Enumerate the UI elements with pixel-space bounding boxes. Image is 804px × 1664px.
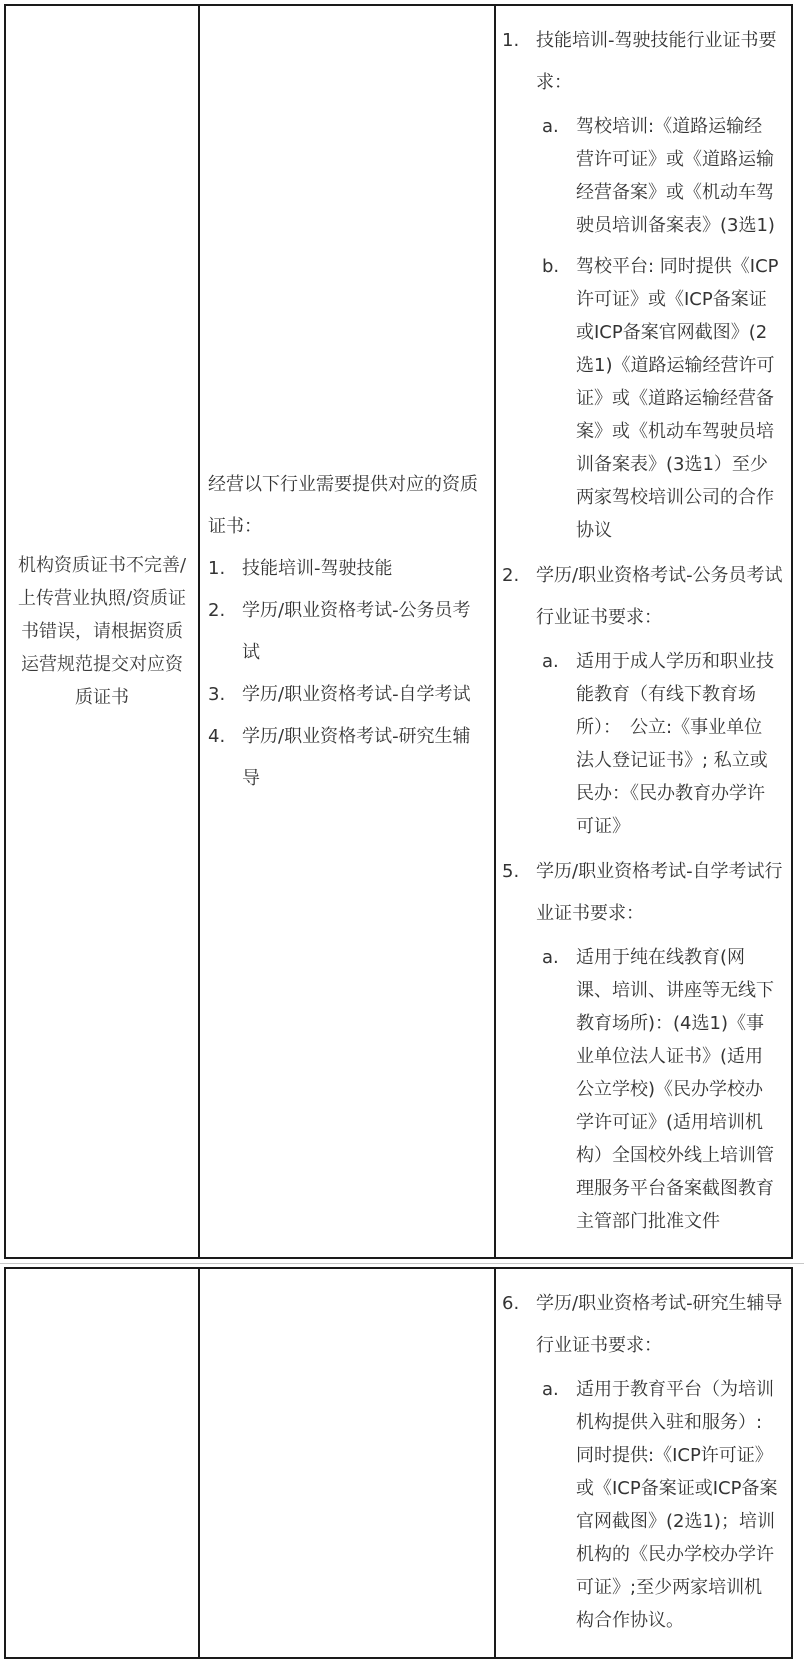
requirement-subitem: a. 适用于纯在线教育(网课、培训、讲座等无线下教育场所)：(4选1)《事业单位法人证书》(适用公立学校)《民办学校办学许可证》(适用培训机构）全国校外线上培训管理服务平台备案截图教育主管部门批准文件 <box>542 947 774 1232</box>
issue-cell <box>6 6 198 1257</box>
certificate-cell <box>496 6 791 1246</box>
list-item: 2. 学历/职业资格考试-公务员考试 <box>208 599 471 663</box>
list-item: 1. 技能培训-驾驶技能 <box>208 557 393 579</box>
requirement-item: 6. 学历/职业资格考试-研究生辅导行业证书要求： <box>502 1293 783 1356</box>
requirement-item: 2. 学历/职业资格考试-公务员考试行业证书要求： <box>502 565 783 628</box>
requirement-subitem: a. 适用于成人学历和职业技能教育（有线下教育场所）： 公立:《事业单位法人登记证书》; 私立或民办：《民办教育办学许可证》 <box>542 651 774 837</box>
requirements-table <box>4 4 793 1259</box>
requirement-subitem: a. 适用于教育平台（为培训机构提供入驻和服务）: 同时提供:《ICP许可证》或《ICP备案证或ICP备案官网截图》(2选1)；培训机构的《民办学校办学许可证》;至少两家培训机构合作协议。 <box>542 1379 778 1631</box>
requirement-item: 5. 学历/职业资格考试-自学考试行业证书要求： <box>502 861 783 924</box>
requirement-item: 1. 技能培训-驾驶技能行业证书要求： <box>502 30 777 93</box>
industry-intro: 经营以下行业需要提供对应的资质证书： <box>208 473 478 537</box>
industry-cell <box>200 6 494 1257</box>
list-item: 3. 学历/职业资格考试-自学考试 <box>208 683 471 705</box>
certificate-cell <box>496 1269 791 1645</box>
requirement-subitem: a. 驾校培训:《道路运输经营许可证》或《道路运输经营备案》或《机动车驾驶员培训备案表》(3选1) <box>542 116 775 236</box>
page-break-line <box>0 1263 804 1264</box>
requirements-table-continued <box>4 1267 793 1659</box>
requirement-subitem: b. 驾校平台: 同时提供《ICP许可证》或《ICP备案证或ICP备案官网截图》(2选1)《道路运输经营许可证》或《道路运输经营备案》或《机动车驾驶员培训备案表》(3选1）至少两家驾校培训公司的合作协议 <box>542 256 779 541</box>
issue-text: 机构资质证书不完善/上传营业执照/资质证书错误，请根据资质运营规范提交对应资质证书 <box>17 555 187 708</box>
list-item: 4. 学历/职业资格考试-研究生辅导 <box>208 725 471 789</box>
column-divider <box>198 1269 200 1657</box>
